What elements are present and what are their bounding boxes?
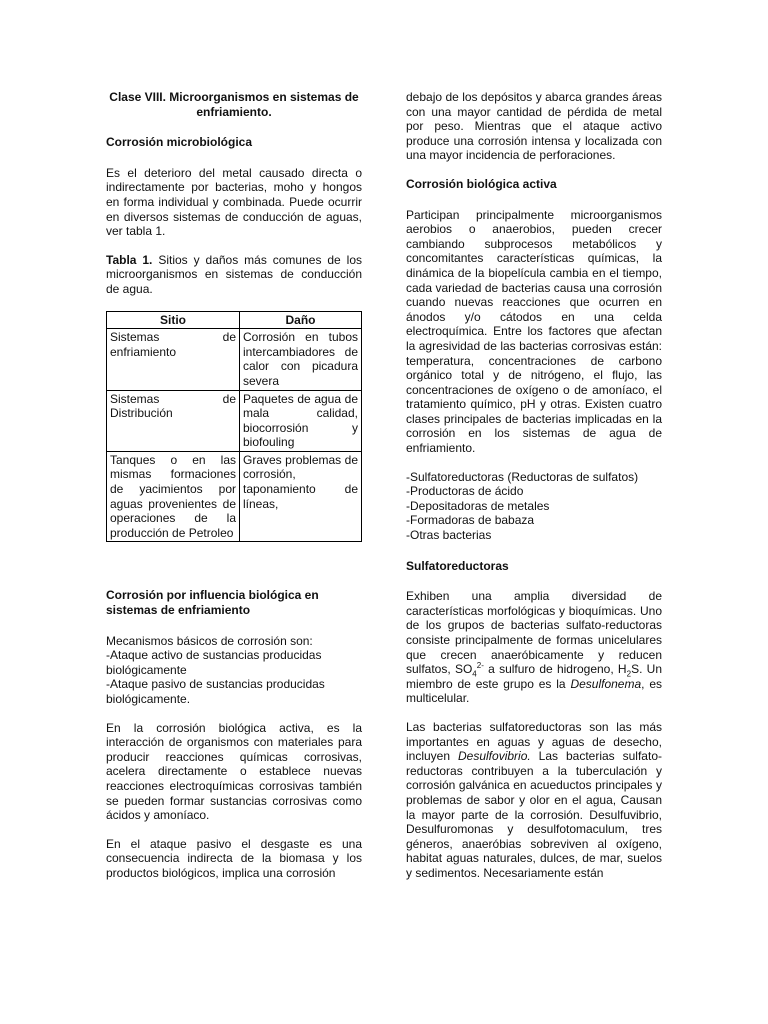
subscript: 4 [472,669,477,679]
italic-genus: Desulfonema [570,676,642,691]
paragraph-intro: Es el deterioro del metal causado directa o indirectamente por bacterias, moho y hongos en forma individual y combinada. Puede ocurrir en diversos sistemas de conducción de aguas, ver tabla 1. [106,165,362,239]
list-item: -Sulfatoreductoras (Reductoras de sulfatos) [406,469,639,484]
right-column [406,90,662,881]
table-header-dano: Daño [240,311,362,329]
mechanism-item: -Ataque activo de sustancias producidas biológicamente [106,648,322,677]
text-span: , es multicelular. [406,676,663,706]
mechanism-item: -Ataque pasivo de sustancias producidas biológicamente. [106,677,325,706]
text-span: a sulfuro de hidrogeno, H [483,662,627,677]
paragraph-active-corrosion: En la corrosión biológica activa, es la interacción de organismos con materiales para producir reacciones químicas corrosivas, acelera directamente o establece nuevas reacciones electroquímicas corrosivas también se pueden formar sustancias corrosivas como ácidos y amoníaco. [106,720,362,823]
table-header-row [107,311,362,329]
sites-damage-table [106,311,362,543]
table-cell-site: Tanques o en las mismas formaciones de yacimientos por aguas provenientes de operaciones de la producción de Petroleo [107,451,240,542]
left-column [106,90,362,881]
table-row [107,390,362,451]
paragraph-continuation: debajo de los depósitos y abarca grandes áreas con una mayor cantidad de pérdida de metal por peso. Mientras que el ataque activo produce una corrosión intensa y localizada con una mayor incidencia de perforaciones. [406,90,662,163]
list-item: -Productoras de ácido [406,484,524,499]
paragraph-passive-attack: En el ataque pasivo el desgaste es una consecuencia indirecta de la biomasa y los productos biológicos, implica una corrosión [106,836,362,880]
list-item: -Formadoras de babaza [406,513,535,528]
table-cell-damage: Corrosión en tubos intercambiadores de calor con picadura severa [240,329,362,390]
heading-corrosion-microbiologica: Corrosión microbiológica [106,135,253,150]
table-row [107,451,362,542]
heading-sulfatoreductoras: Sulfatoreductoras [406,558,509,573]
paragraph-participants: Participan principalmente microorganismos aerobios o anaerobios, pueden crecer cambiando subprocesos metabólicos y concomitantes características químicas, la dinámica de la biopelícula cambia en el tiempo, cada variedad de bacterias causa una corrosión cuando nuevas reacciones que ocurren en ánodos y/o cátodos en una celda electroquímica. Entre los factores que afectan la agresividad de las bacterias corrosivas están: temperatura, concentraciones de carbono orgánico total y de nitrógeno, el flujo, las concentraciones de oxígeno o de amoníaco, el tratamiento químico, pH y otras. Existen cuatro clases principales de bacterias implicadas en la corrosión en los sistemas de agua de enfriamiento. [406,207,662,456]
text-span: S. Un miembro de este grupo es la [406,662,663,691]
list-item: -Depositadoras de metales [406,498,550,513]
paragraph-exhiben [406,589,662,706]
mechanisms-intro: Mecanismos básicos de corrosión son: [106,633,313,648]
table-cell-site: Sistemas de enfriamiento [107,329,240,390]
superscript: 2- [476,661,484,671]
table-caption-text: Sitios y daños más comunes de los microorganismos en sistemas de conducción de agua. [106,252,362,296]
table-caption [106,253,362,297]
text-span: Las bacterias sulfato-reductoras contribuyen a la tuberculación y corrosión galvánica en acueductos principales y problemas de sabor y olor en el agua, Causan la mayor parte de la corrosión. Desulfuvibrio, Desulfuromonas y desulfotomaculum, tres géneros, anaeróbias sobreviven al oxígeno, habitat aguas naturales, dulces, de mar, suelos y sedimentos. Necesariamente están [406,749,662,880]
bacteria-classes-list [406,470,662,543]
document-title: Clase VIII. Microorganismos en sistemas de enfriamiento. [109,90,359,119]
paragraph-bacterias [406,720,662,881]
subscript: 2 [626,669,632,679]
text-span: Exhiben una amplia diversidad de características morfológicas y bioquímicas. Uno de los grupos de bacterias sulfato-reductoras consiste principalmente de formas unicelulares que crecen anaeróbicamente y reducen sulfatos, SO [406,589,662,677]
table-cell-site: Sistemas de Distribución [107,390,240,451]
heading-corrosion-activa: Corrosión biológica activa [406,176,557,191]
list-item: -Otras bacterias [406,528,492,543]
table-cell-damage: Graves problemas de corrosión, taponamiento de líneas, [240,451,362,542]
text-span: Las bacterias sulfatoreductoras son las más importantes en aguas y aguas de desecho, incluyen [406,719,662,764]
italic-genus: Desulfovibrio. [458,749,531,764]
table-header-sitio: Sitio [107,311,240,329]
table-row [107,329,362,390]
table-cell-damage: Paquetes de agua de mala calidad, biocorrosión y biofouling [240,390,362,451]
heading-corrosion-influencia: Corrosión por influencia biológica en sistemas de enfriamiento [106,588,319,618]
table-caption-label: Tabla 1. [106,252,153,267]
